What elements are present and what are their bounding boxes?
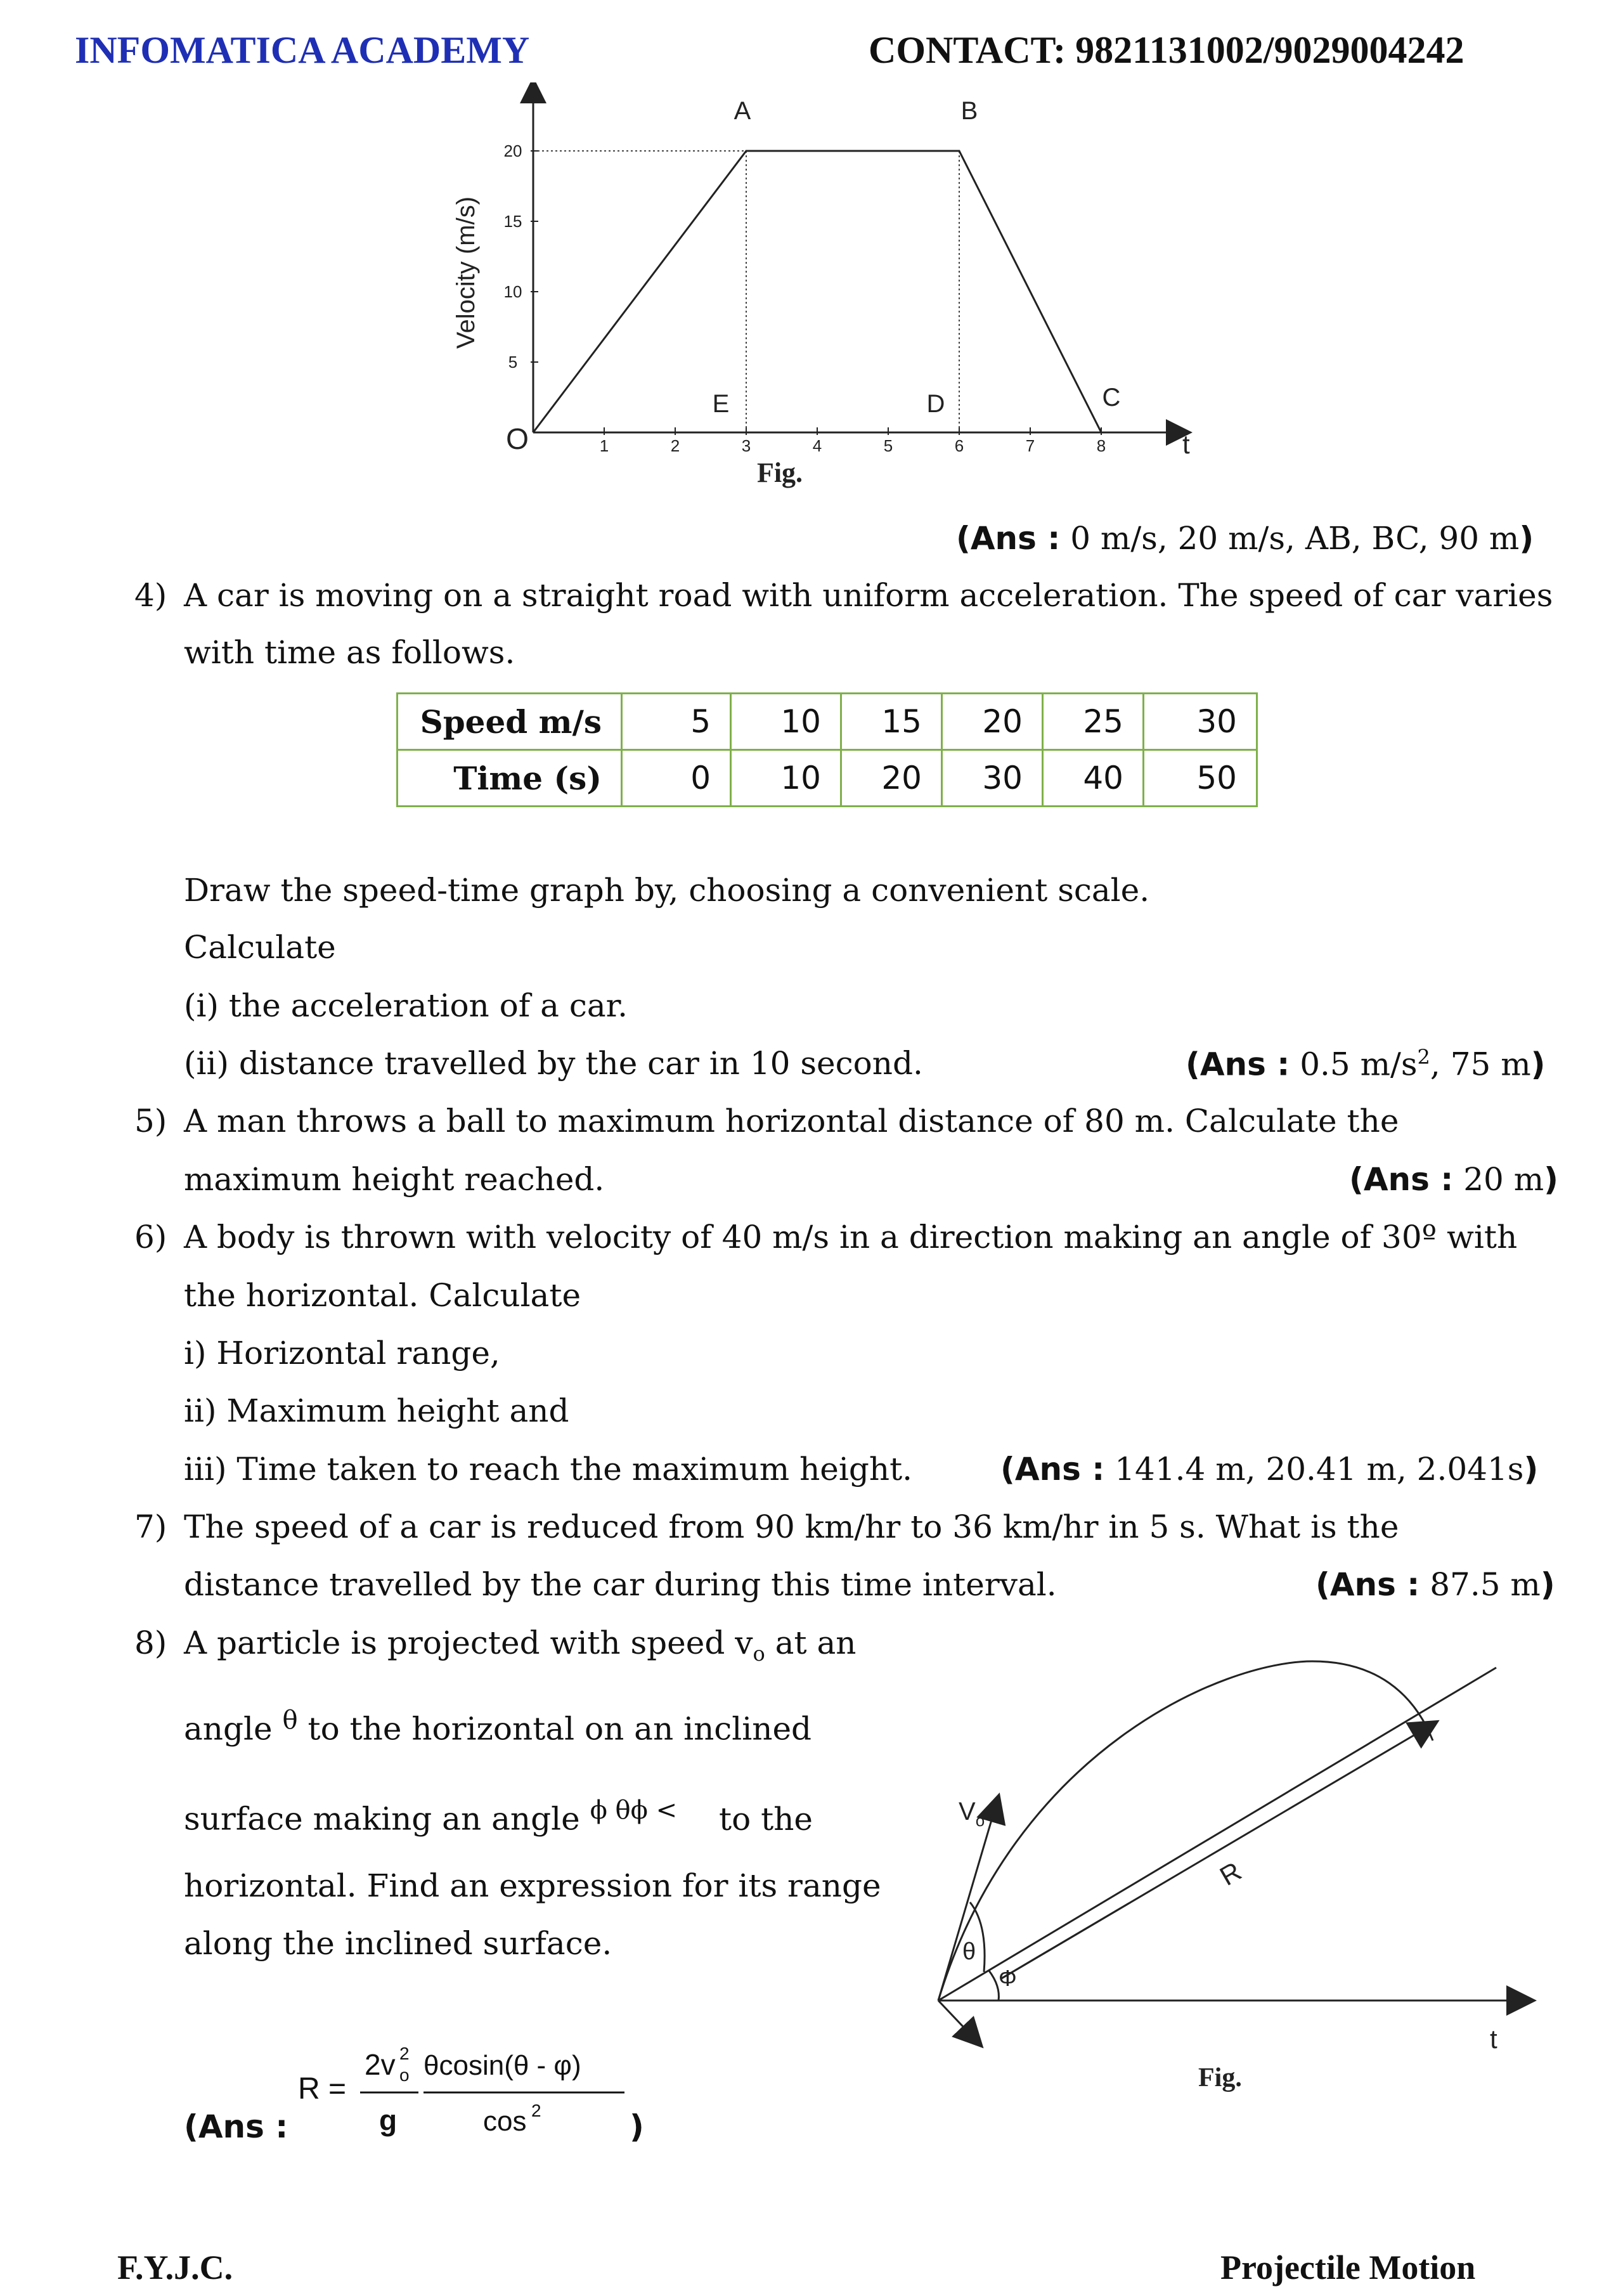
footer-class: F.Y.J.C. [117,2248,233,2286]
y-axis-label: Velocity (m/s) [452,196,480,349]
x-tick-label: 1 [599,436,609,455]
q8-line2: angle $^\theta$ to the horizontal on an inclined [184,1706,812,1748]
t-label: t [1490,2024,1497,2054]
table-cell: 30 [1144,694,1257,750]
answer-q5: (Ans : 20 m) [1349,1161,1558,1198]
q4-number: 4) [134,577,167,614]
q5-number: 5) [134,1103,167,1139]
velocity-curve [533,151,1101,432]
table-cell: 5 [622,694,731,750]
y-tick-label: 10 [503,282,522,301]
point-d-label: D [926,390,945,418]
q6-sub1: i) Horizontal range, [184,1335,500,1372]
q8-line1: A particle is projected with speed $v_o$ at an [184,1625,857,1666]
theta-label: θ [962,1938,976,1965]
point-b-label: B [960,97,978,125]
phi-angle-arc [989,1971,999,2001]
formula-den2-sup: 2 [531,2101,541,2120]
answer-q8-close: ) [630,2108,644,2145]
range-arrow-left [1002,1904,1128,1978]
phi-label: Φ [999,1965,1017,1991]
x-tick-label: 2 [670,436,680,455]
x-axis-title: t [1182,429,1190,459]
contact-info: CONTACT: 9821131002/9029004242 [869,29,1465,71]
incline-surface-extension [938,2001,973,2037]
q4-line2: with time as follows. [184,634,515,671]
point-e-label: E [712,390,730,418]
velocity-time-graph [444,82,1243,507]
table-cell: 10 [731,750,841,807]
q4-sub2: (ii) distance travelled by the car in 10 second. [184,1045,923,1082]
q6-sub3: iii) Time taken to reach the maximum height. [184,1451,913,1488]
academy-name: INFOMATICA ACADEMY [75,29,530,71]
q7-number: 7) [134,1508,167,1545]
answer-q4: (Ans : 0.5 $m/s^2$, 75 m) [1186,1045,1546,1083]
table-cell: 50 [1144,750,1257,807]
table-cell: 20 [841,750,942,807]
range-label: R [1215,1855,1246,1891]
formula-den1: g [379,2104,398,2137]
formula-num1: 2v [365,2048,396,2081]
answer-q8-label: (Ans : [184,2108,288,2145]
answer-q6: (Ans : 141.4 m, 20.41 m, 2.041s) [1000,1451,1539,1488]
y-tick-label: 15 [503,212,522,231]
q4-line1: A car is moving on a straight road with uniform acceleration. The speed of car varies [184,577,1553,614]
q8-line5: along the inclined surface. [184,1925,612,1962]
range-formula [285,2035,678,2162]
table-cell: 15 [841,694,942,750]
figure-caption: Fig. [756,457,803,488]
formula-num2: θcosin(θ - φ) [424,2050,581,2081]
table-cell: 10 [731,694,841,750]
q4-sub1: (i) the acceleration of a car. [184,987,628,1024]
answer-q3: (Ans : 0 m/s, 20 m/s, AB, BC, 90 m) [956,520,1534,557]
formula-lhs: R = [298,2072,347,2106]
table-cell: 30 [942,750,1043,807]
table-row-header: Time (s) [398,750,622,807]
answer-q7: (Ans : 87.5 m) [1316,1566,1555,1603]
table-row-header: Speed m/s [398,694,622,750]
x-tick-label: 4 [812,436,822,455]
table-row [398,750,1257,807]
speed-time-table [396,692,1258,807]
q6-sub2: ii) Maximum height and [184,1392,569,1429]
q7-line1: The speed of a car is reduced from 90 km/hr to 36 km/hr in 5 s. What is the [184,1508,1399,1545]
figure2-caption: Fig. [1198,2063,1242,2092]
trajectory-curve [938,1661,1433,2001]
q8-line3: surface making an angle $^{\phi \theta\phi <}$ to the [184,1796,813,1838]
formula-num1-sup: 2 [399,2044,410,2063]
table-cell: 25 [1043,694,1144,750]
q4-line4: Calculate [184,929,336,966]
v0-label: $V_o$ [959,1798,985,1830]
x-tick-label: 3 [741,436,751,455]
point-a-label: A [734,97,751,125]
x-tick-label: 8 [1096,436,1106,455]
formula-den2: cos [483,2106,527,2137]
table-cell: 0 [622,750,731,807]
footer-topic: Projectile Motion [1220,2248,1476,2286]
table-row [398,694,1257,750]
q8-line4: horizontal. Find an expression for its range [184,1867,881,1904]
q5-line1: A man throws a ball to maximum horizontal distance of 80 m. Calculate the [184,1103,1399,1139]
q6-line1: A body is thrown with velocity of 40 m/s in a direction making an angle of 30º with [184,1219,1518,1255]
q8-number: 8) [134,1625,167,1661]
x-tick-label: 5 [883,436,893,455]
table-cell: 20 [942,694,1043,750]
q7-line2: distance travelled by the car during this time interval. [184,1566,1057,1603]
q6-number: 6) [134,1219,167,1255]
y-tick-label: 5 [508,353,518,372]
origin-label: O [506,422,529,455]
formula-num1-sub: o [399,2065,410,2085]
inclined-plane-figure [919,1636,1553,2131]
table-cell: 40 [1043,750,1144,807]
x-tick-label: 7 [1025,436,1035,455]
q5-line2: maximum height reached. [184,1161,605,1198]
x-tick-label: 6 [954,436,964,455]
q4-line3: Draw the speed-time graph by, choosing a convenient scale. [184,872,1150,909]
point-c-label: C [1102,384,1121,412]
q6-line2: the horizontal. Calculate [184,1277,581,1314]
y-tick-label: 20 [503,141,522,160]
